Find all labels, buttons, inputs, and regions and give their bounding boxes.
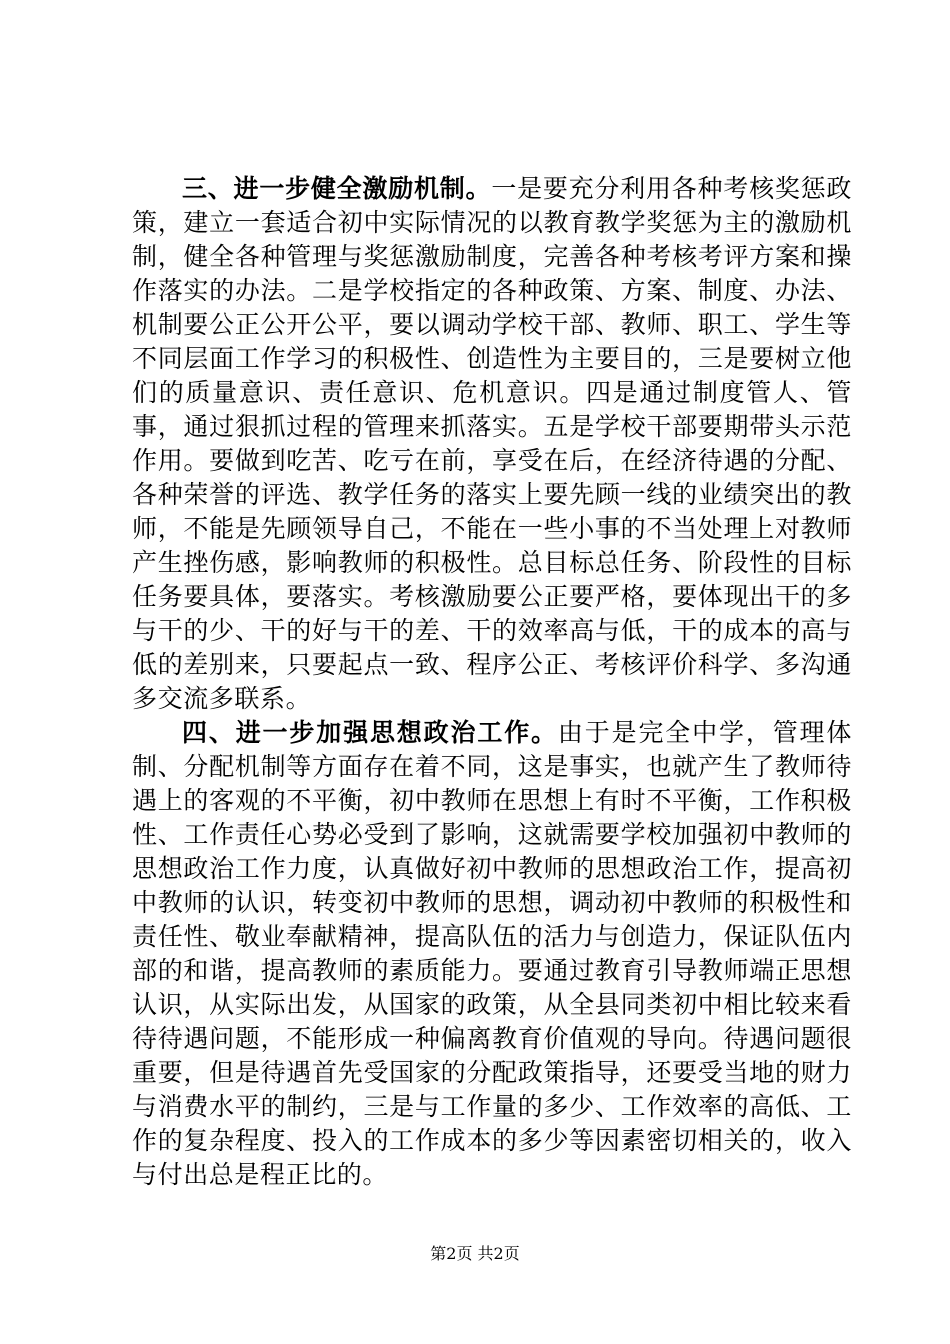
- paragraph-incentive-mechanism: [132, 172, 852, 716]
- page-footer: 第2页 共2页: [430, 1244, 520, 1263]
- document-body: [132, 172, 852, 1192]
- paragraph-text: 一是要充分利用各种考核奖惩政策，建立一套适合初中实际情况的以教育教学奖惩为主的激励机制，健全各种管理与奖惩激励制度，完善各种考核考评方案和操作落实的办法。二是学校指定的各种政策、方案、制度、办法、机制要公正公开公平，要以调动学校干部、教师、职工、学生等不同层面工作学习的积极性、创造性为主要目的，三是要树立他们的质量意识、责任意识、危机意识。四是通过制度管人、管事，通过狠抓过程的管理来抓落实。五是学校干部要期带头示范作用。要做到吃苦、吃亏在前，享受在后，在经济待遇的分配、各种荣誉的评选、教学任务的落实上要先顾一线的业绩突出的教师，不能是先顾领导自己，不能在一些小事的不当处理上对教师产生挫伤感，影响教师的积极性。总目标总任务、阶段性的目标任务要具体，要落实。考核激励要公正要严格，要体现出干的多与干的少、干的好与干的差、干的效率高与低，干的成本的高与低的差别来，只要起点一致、程序公正、考核评价科学、多沟通多交流多联系。: [132, 174, 852, 713]
- section-heading-3: 三、进一步健全激励机制。: [182, 174, 492, 203]
- paragraph-political-work: [132, 716, 852, 1192]
- section-heading-4: 四、进一步加强思想政治工作。: [182, 718, 558, 747]
- paragraph-text: 由于是完全中学，管理体制、分配机制等方面存在着不同，这是事实，也就产生了教师待遇上的客观的不平衡，初中教师在思想上有时不平衡，工作积极性、工作责任心势必受到了影响，这就需要学校加强初中教师的思想政治工作力度，认真做好初中教师的思想政治工作，提高初中教师的认识，转变初中教师的思想，调动初中教师的积极性和责任性、敬业奉献精神，提高队伍的活力与创造力，保证队伍内部的和谐，提高教师的素质能力。要通过教育引导教师端正思想认识，从实际出发，从国家的政策，从全县同类初中相比较来看待待遇问题，不能形成一种偏离教育价值观的导向。待遇问题很重要，但是待遇首先受国家的分配政策指导，还要受当地的财力与消费水平的制约，三是与工作量的多少、工作效率的高低、工作的复杂程度、投入的工作成本的多少等因素密切相关的，收入与付出总是程正比的。: [132, 718, 853, 1189]
